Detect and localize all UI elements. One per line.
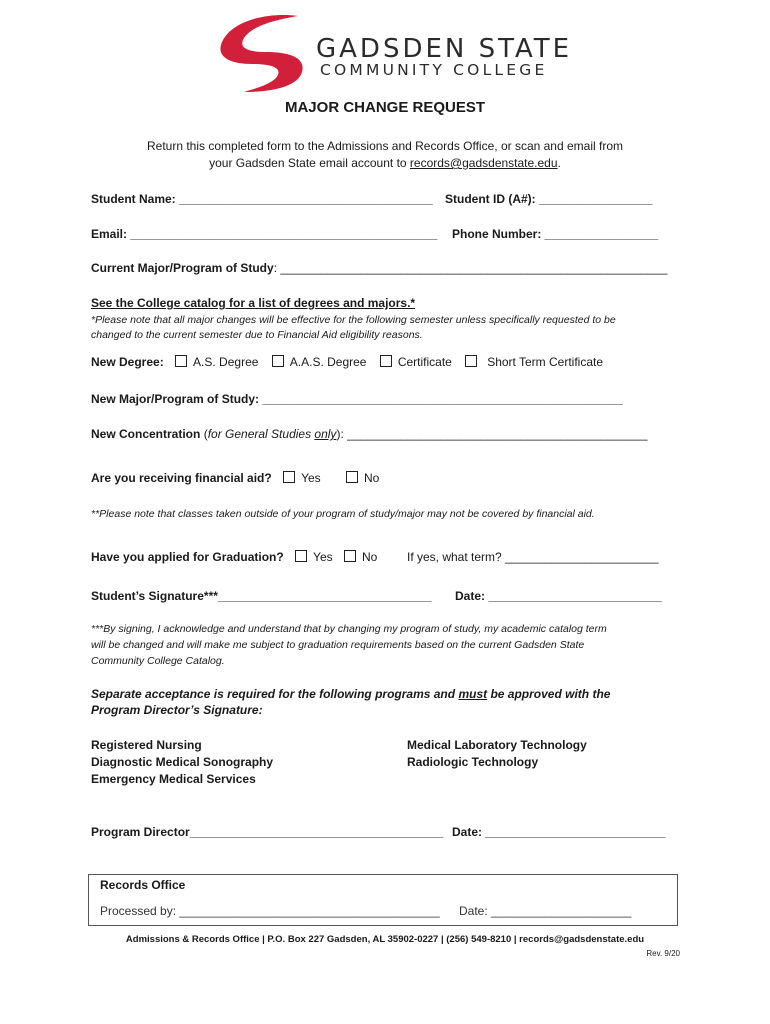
program-emergency-medical-services: Emergency Medical Services	[91, 772, 256, 786]
new-degree-row	[91, 355, 603, 369]
financial-aid-row	[91, 471, 379, 485]
concentration-for-text: for General Studies	[207, 427, 315, 441]
new-degree-label: New Degree:	[91, 355, 164, 369]
student-name-field[interactable]: Student Name: ______________________________________	[91, 192, 433, 206]
acceptance-line2: Program Director’s Signature:	[91, 703, 263, 717]
aas-degree-checkbox[interactable]	[272, 355, 284, 367]
program-director-date-field[interactable]: Date: ___________________________	[452, 825, 666, 839]
logo-line1: GADSDEN STATE	[316, 34, 573, 64]
concentration-line: : _____________________________________________	[340, 427, 648, 441]
program-medical-laboratory-technology: Medical Laboratory Technology	[407, 738, 587, 752]
short-term-certificate-checkbox[interactable]	[465, 355, 477, 367]
graduation-yes-label: Yes	[313, 550, 333, 564]
student-id-field[interactable]: Student ID (A#): _________________	[445, 192, 653, 206]
page-title: MAJOR CHANGE REQUEST	[284, 99, 486, 116]
program-diagnostic-medical-sonography: Diagnostic Medical Sonography	[91, 755, 274, 769]
intro-line2-prefix: your Gadsden State email account to	[209, 156, 410, 170]
revision-label: Rev. 9/20	[646, 949, 680, 958]
catalog-note-line1: *Please note that all major changes will be effective for the following semester unless specifically requested to be	[91, 314, 616, 326]
graduation-no-label: No	[361, 550, 378, 564]
concentration-paren-open: (	[203, 427, 208, 441]
certificate-checkbox[interactable]	[380, 355, 392, 367]
graduation-no-checkbox[interactable]	[344, 550, 356, 562]
financial-aid-no-checkbox[interactable]	[346, 471, 358, 483]
concentration-only: only	[314, 427, 337, 441]
current-major-field[interactable]	[91, 261, 667, 275]
financial-aid-yes-checkbox[interactable]	[283, 471, 295, 483]
acceptance-must: must	[458, 687, 488, 701]
graduation-term-field[interactable]: If yes, what term? _______________________	[407, 550, 659, 564]
college-logo-swoosh-icon	[214, 12, 314, 92]
aas-degree-label: A.A.S. Degree	[289, 355, 367, 369]
intro-line2-suffix: .	[557, 156, 561, 170]
current-major-line: : __________________________________________________________	[273, 261, 668, 275]
signature-date-field[interactable]: Date: __________________________	[455, 589, 662, 603]
catalog-note-line2: changed to the current semester due to Financial Aid eligibility reasons.	[91, 329, 423, 341]
financial-aid-question: Are you receiving financial aid?	[91, 471, 272, 485]
new-major-field[interactable]: New Major/Program of Study: ______________________________________________________	[91, 392, 623, 406]
catalog-heading: See the College catalog for a list of degrees and majors.*	[91, 296, 416, 310]
as-degree-checkbox[interactable]	[175, 355, 187, 367]
processed-date-field[interactable]: Date: _____________________	[459, 904, 632, 918]
new-concentration-field[interactable]	[91, 427, 647, 441]
records-email-link[interactable]: records@gadsdenstate.edu	[409, 156, 558, 170]
signature-note-line2: will be changed and will make me subject to graduation requirements based on the current Gadsden State	[91, 639, 585, 651]
records-office-title: Records Office	[100, 878, 186, 892]
program-radiologic-technology: Radiologic Technology	[407, 755, 539, 769]
financial-aid-note: **Please note that classes taken outside of your program of study/major may not be covered by financial aid.	[91, 508, 595, 520]
intro-line1: Return this completed form to the Admissions and Records Office, or scan and email from	[147, 139, 623, 153]
acceptance-line1	[91, 687, 610, 701]
program-director-field[interactable]: Program Director______________________________________	[91, 825, 444, 839]
signature-note-line1: ***By signing, I acknowledge and understand that by changing my program of study, my academic catalog term	[91, 623, 607, 635]
acceptance-text-b: be approved with the	[487, 687, 611, 701]
email-field[interactable]: Email: ______________________________________________	[91, 227, 438, 241]
current-major-label: Current Major/Program of Study	[91, 261, 274, 275]
graduation-yes-checkbox[interactable]	[295, 550, 307, 562]
logo-line2: COMMUNITY COLLEGE	[320, 61, 548, 79]
intro-line2	[0, 156, 770, 170]
footer-address: Admissions & Records Office | P.O. Box 227 Gadsden, AL 35902-0227 | (256) 549-8210 | records@gadsdenstate.edu	[125, 934, 645, 945]
concentration-label: New Concentration	[91, 427, 204, 441]
graduation-row	[91, 550, 377, 564]
concentration-paren-close: )	[336, 427, 341, 441]
graduation-question: Have you applied for Graduation?	[91, 550, 284, 564]
program-registered-nursing: Registered Nursing	[91, 738, 202, 752]
financial-aid-yes-label: Yes	[301, 471, 321, 485]
as-degree-label: A.S. Degree	[193, 355, 259, 369]
student-signature-field[interactable]: Student’s Signature***________________________________	[91, 589, 432, 603]
acceptance-text-a: Separate acceptance is required for the following programs and	[91, 687, 459, 701]
short-term-certificate-label: Short Term Certificate	[487, 355, 604, 369]
financial-aid-no-label: No	[364, 471, 380, 485]
phone-field[interactable]: Phone Number: _________________	[452, 227, 659, 241]
processed-by-field[interactable]: Processed by: _______________________________________	[100, 904, 440, 918]
signature-note-line3: Community College Catalog.	[91, 655, 225, 667]
certificate-label: Certificate	[397, 355, 452, 369]
